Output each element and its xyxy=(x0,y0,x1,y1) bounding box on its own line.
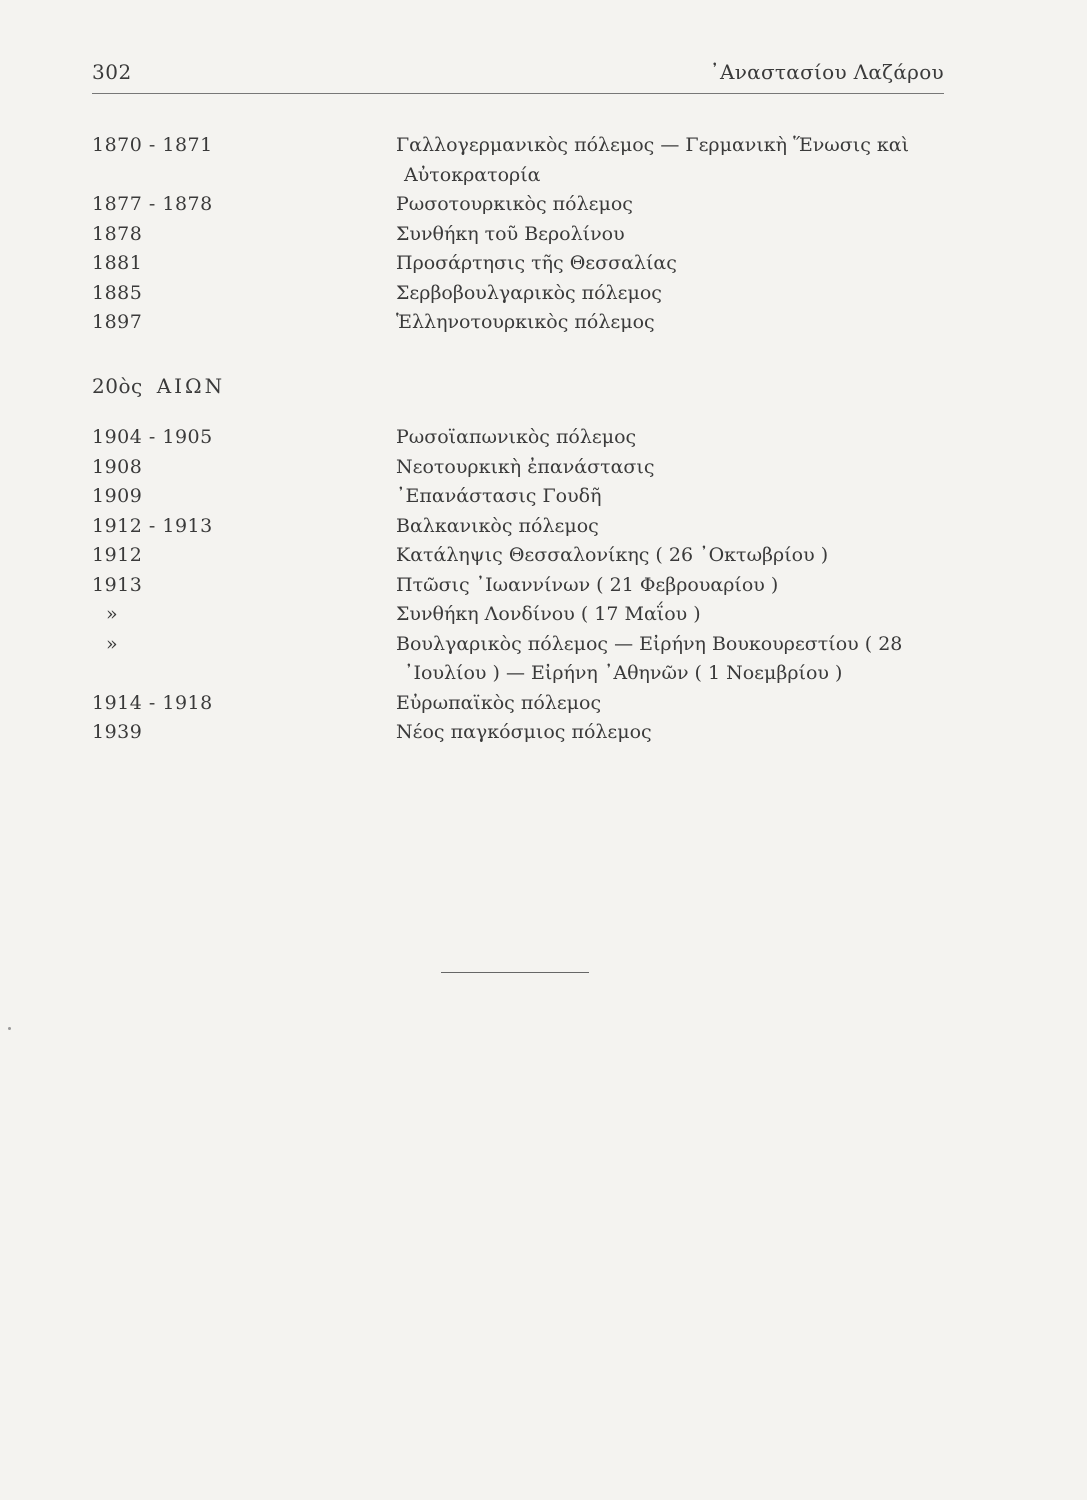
row-event: Ἑλληνοτουρκικὸς πόλεμος xyxy=(396,311,655,333)
row-date: 1909 xyxy=(92,485,143,507)
row-event xyxy=(396,630,944,689)
chronology-row xyxy=(92,571,952,601)
row-event xyxy=(396,131,944,190)
row-event: Νέος παγκόσμιος πόλεμος xyxy=(396,721,652,743)
chronology-row xyxy=(92,600,952,630)
running-title: ᾿Αναστασίου Λαζάρου xyxy=(709,60,944,84)
row-date: 1904 - 1905 xyxy=(92,426,213,448)
row-date: 1878 xyxy=(92,222,143,245)
row-date: 1897 xyxy=(92,311,143,333)
page-header xyxy=(92,60,944,90)
row-date: 1913 xyxy=(92,573,143,596)
row-event: ᾿Επανάστασις Γουδῆ xyxy=(396,485,602,507)
century-ordinal: 20ὸς xyxy=(92,374,143,398)
event-text: Βουλγαρικὸς πόλεμος — Εἰρήνη Βουκουρεστίου ( 28 xyxy=(396,632,903,655)
chronology-row xyxy=(92,131,952,190)
row-date: 1912 xyxy=(92,544,143,566)
page-number: 302 xyxy=(92,60,132,84)
chronology-row xyxy=(92,453,952,483)
chronology-row xyxy=(92,220,952,250)
row-date: 1870 - 1871 xyxy=(92,134,213,156)
row-date-ditto: » xyxy=(106,632,119,655)
row-event: Κατάληψις Θεσσαλονίκης ( 26 ᾿Οκτωβρίου ) xyxy=(396,544,829,566)
event-continuation: Αὐτοκρατορία xyxy=(404,163,541,186)
row-date: 1908 xyxy=(92,455,143,478)
page-speck xyxy=(8,1027,11,1030)
chronology-row xyxy=(92,689,952,719)
row-event: Συνθήκη τοῦ Βερολίνου xyxy=(396,222,625,245)
chronology-section-20th-century xyxy=(92,423,952,748)
chronology-row xyxy=(92,190,952,220)
header-rule xyxy=(92,93,944,94)
row-event: Ρωσοϊαπωνικὸς πόλεμος xyxy=(396,426,637,448)
row-event: Συνθήκη Λονδίνου ( 17 Μαΐου ) xyxy=(396,603,701,625)
row-date: 1877 - 1878 xyxy=(92,193,213,215)
row-event: Ρωσοτουρκικὸς πόλεμος xyxy=(396,193,633,215)
row-date: 1881 xyxy=(92,252,143,274)
row-date: 1912 - 1913 xyxy=(92,514,213,537)
chronology-row xyxy=(92,308,952,338)
event-text: Γαλλογερμανικὸς πόλεμος — Γερμανικὴ Ἕνωσις καὶ xyxy=(396,134,910,156)
century-word: ΑΙΩΝ xyxy=(156,374,226,398)
row-event: Εὐρωπαϊκὸς πόλεμος xyxy=(396,691,602,714)
century-heading xyxy=(92,374,225,398)
row-date-ditto: » xyxy=(106,603,119,625)
row-event: Βαλκανικὸς πόλεμος xyxy=(396,514,599,537)
chronology-row xyxy=(92,512,952,542)
chronology-row xyxy=(92,718,952,748)
chronology-row xyxy=(92,279,952,309)
row-event: Σερβοβουλγαρικὸς πόλεμος xyxy=(396,281,662,304)
chronology-row xyxy=(92,482,952,512)
chronology-section-19th-century xyxy=(92,131,952,338)
row-event: Νεοτουρκικὴ ἐπανάστασις xyxy=(396,455,655,478)
row-event: Προσάρτησις τῆς Θεσσαλίας xyxy=(396,252,677,274)
row-date: 1885 xyxy=(92,281,143,304)
row-event: Πτῶσις ᾿Ιωαννίνων ( 21 Φεβρουαρίου ) xyxy=(396,573,779,596)
row-date: 1939 xyxy=(92,721,143,743)
event-continuation: ᾿Ιουλίου ) — Εἰρήνη ᾿Αθηνῶν ( 1 Νοεμβρίου ) xyxy=(404,662,843,684)
row-date: 1914 - 1918 xyxy=(92,691,213,714)
chronology-row xyxy=(92,249,952,279)
closing-rule xyxy=(441,972,589,973)
chronology-row xyxy=(92,541,952,571)
chronology-row xyxy=(92,423,952,453)
chronology-row xyxy=(92,630,952,689)
